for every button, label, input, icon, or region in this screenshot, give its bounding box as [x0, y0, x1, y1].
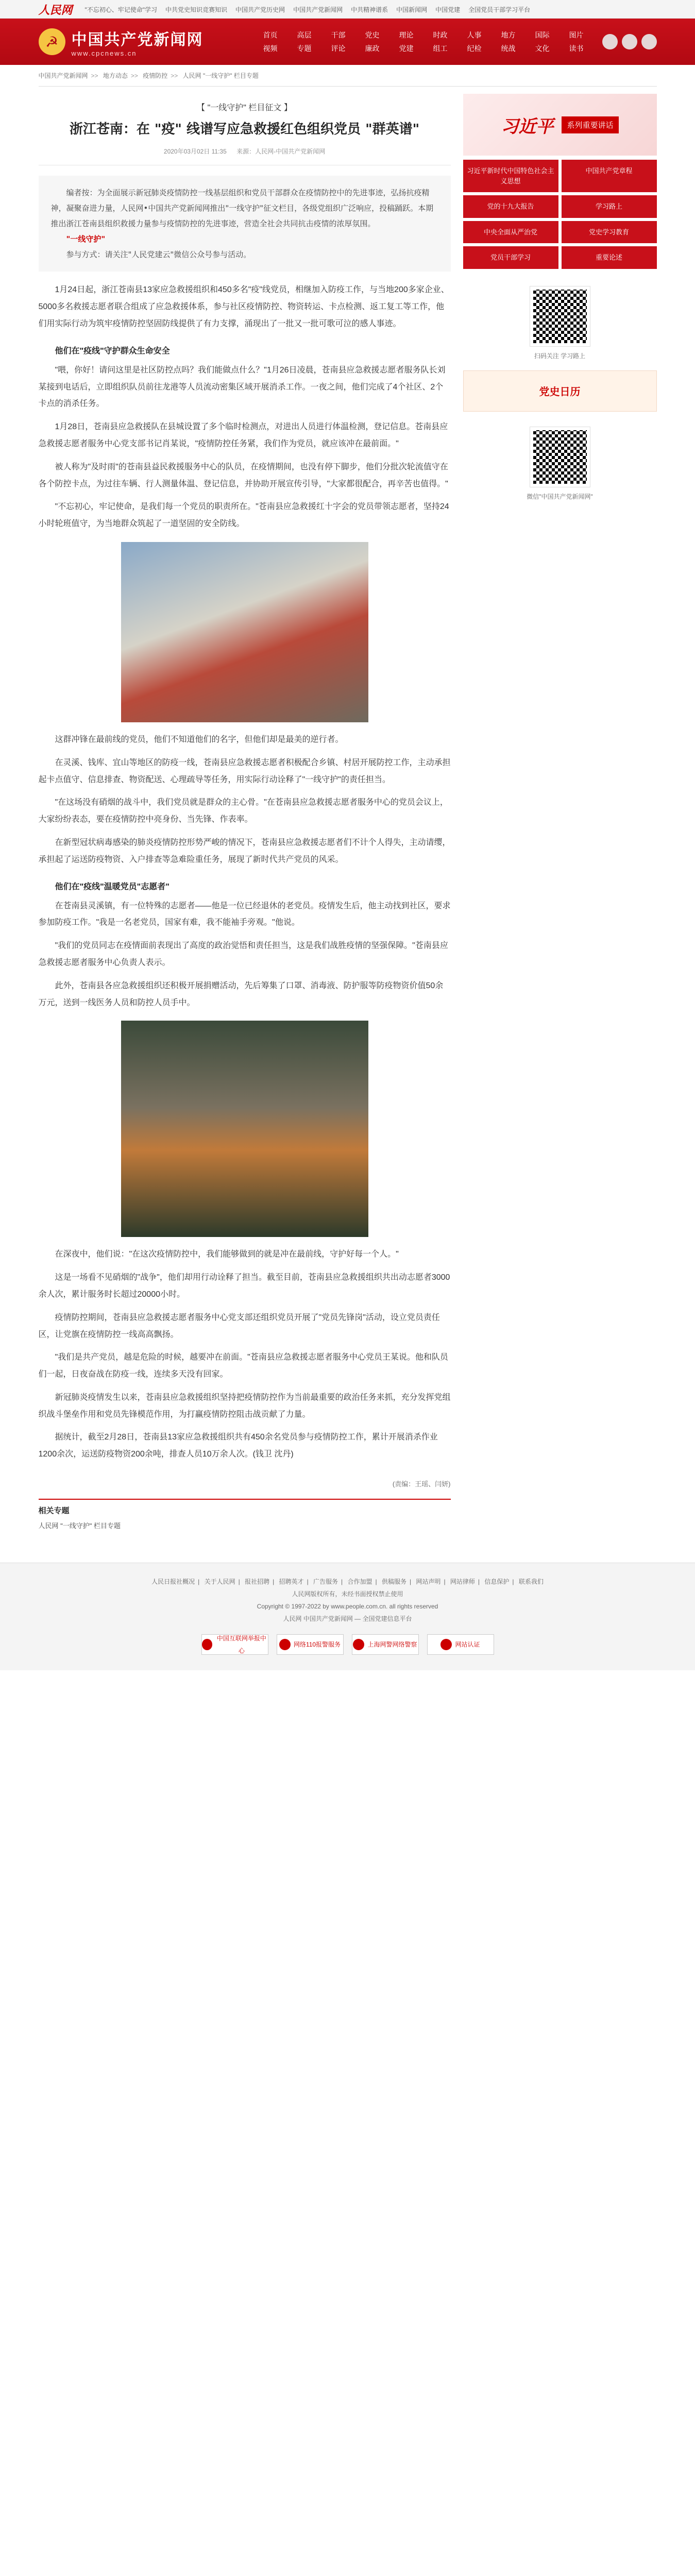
related-topics — [39, 1499, 451, 1532]
badge-label: 网络110报警服务 — [293, 1641, 341, 1649]
paragraph: 在苍南县灵溪镇，有一位特殊的志愿者——他是一位已经退休的老党员。疫情发生后，他主动找到社区，要求参加防疫工作。"我是一名老党员，国家有难，我不能袖手旁观。"他说。 — [38, 901, 451, 927]
editor-credit: (责编：王瑶、闫妍) — [392, 1480, 451, 1488]
column-tag: 【 "一线守护" 栏目征文 】 — [197, 104, 292, 112]
paragraph: 1月24日起，浙江苍南县13家应急救援组织和450多名"疫"线党员，相继加入防疫工作，与当地200多家企业、5000多名救援志愿者联合组成了应急救援体系，参与社区疫情防控、物资转运、卡点检测、返工复工等工作，他们用实际行动为筑牢疫情防控坚固防线提供了有力支撑，涌现出了一批又一批可歌可泣的感人事迹。 — [38, 285, 449, 328]
badge-label: 上海网警网络警察 — [367, 1641, 417, 1649]
sidebar-topic-grid — [463, 160, 657, 269]
topic-tile[interactable]: 党员干部学习 — [463, 246, 558, 269]
related-title: 相关专题 — [38, 1506, 70, 1516]
paragraph: "喂，你好！请问这里是社区防控点吗？我们能做点什么？"1月26日凌晨，苍南县应急救援志愿者服务队长刘某接到电话后，立即组织队员前往龙港等人员流动密集区域开展消杀工作。一夜之间，他们完成了4个社区、2个卡点的消杀任务。 — [38, 365, 446, 409]
badge-label: 网站认证 — [455, 1641, 480, 1649]
nav-item[interactable]: 统战 — [501, 44, 516, 53]
footer-link[interactable]: 供稿服务 — [381, 1578, 406, 1586]
footer-link[interactable]: 人民日报社概况 — [151, 1578, 195, 1586]
footer-tagline: 人民网 中国共产党新闻网 — 全国党建信息平台 — [283, 1615, 412, 1623]
site-url: www.cpcnews.cn — [71, 49, 137, 57]
paragraph: "在这场没有硝烟的战斗中，我们党员就是群众的主心骨。"在苍南县应急救援志愿者服务中心的党员会议上，大家纷纷表态，要在疫情防控中亮身份、当先锋、作表率。 — [38, 798, 448, 824]
footer-link[interactable]: 网站律师 — [450, 1578, 475, 1586]
paragraph: 疫情防控期间，苍南县应急救援志愿者服务中心党支部还组织党员开展了"党员先锋岗"活动，设立党员责任区，让党旗在疫情防控一线高高飘扬。 — [38, 1313, 440, 1339]
nav-item[interactable]: 视频 — [263, 44, 278, 53]
qr-caption: 微信"中国共产党新闻网" — [527, 493, 593, 500]
badge-label: 中国互联网举报中心 — [216, 1635, 266, 1655]
article-title: 浙江苍南：在 "疫" 线谱写应急救援红色组织党员 "群英谱" — [69, 122, 420, 137]
paragraph: 1月28日，苍南县应急救援队在县城设置了多个临时检测点，对进出人员进行体温检测，登记信息。苍南县应急救援志愿者服务中心党支部书记肖某说，"疫情防控任务紧，我们作为党员，就应该冲在最前面。" — [38, 422, 448, 448]
badge-icon — [202, 1639, 213, 1650]
footer-link[interactable]: 广告服务 — [313, 1578, 338, 1586]
footer — [0, 1563, 695, 1670]
badge[interactable] — [427, 1634, 494, 1655]
footer-link[interactable]: 关于人民网 — [204, 1578, 235, 1586]
footer-link[interactable]: 报社招聘 — [245, 1578, 270, 1586]
nav-item[interactable]: 高层 — [297, 31, 312, 39]
editor-note-tag: "一线守护" — [66, 234, 106, 244]
top-link[interactable]: 中国共产党新闻网 — [293, 6, 343, 13]
article-body — [39, 282, 451, 1463]
paragraph: "不忘初心，牢记使命，是我们每一个党员的职责所在。"苍南县应急救援红十字会的党员带领志愿者，坚持24小时轮班值守，为当地群众筑起了一道坚固的安全防线。 — [38, 502, 449, 529]
paragraph: "我们的党员同志在疫情面前表现出了高度的政治觉悟和责任担当，这是我们战胜疫情的坚强保障。"苍南县应急救援志愿者服务中心负责人表示。 — [38, 941, 448, 967]
editor-note-text: 编者按：为全面展示新冠肺炎疫情防控一线基层组织和党员干部群众在疫情防控中的先进事迹，弘扬抗疫精神，凝聚奋进力量，人民网•中国共产党新闻网推出"一线守护"征文栏目，各级党组织广泛响应，投稿踊跃。本期推出浙江苍南县组织救援力量参与疫情防控的先进事迹，营造全社会共同抗击疫情的浓厚氛围。 — [50, 188, 434, 229]
topic-tile[interactable]: 学习路上 — [562, 195, 657, 218]
brand[interactable] — [39, 27, 255, 57]
footer-link[interactable]: 合作加盟 — [347, 1578, 372, 1586]
top-links — [85, 5, 531, 14]
top-link[interactable]: 中共党史知识竞赛知识 — [165, 6, 228, 13]
site-header — [0, 19, 695, 65]
editor-note-participation: 参与方式：请关注"人民党建云"微信公众号参与活动。 — [66, 250, 251, 260]
app-icon[interactable] — [641, 34, 657, 49]
footer-link[interactable]: 信息保护 — [484, 1578, 510, 1586]
nav-item[interactable]: 组工 — [433, 44, 448, 53]
footer-link[interactable]: 招聘英才 — [279, 1578, 304, 1586]
topbar — [0, 0, 695, 19]
badge[interactable] — [277, 1634, 344, 1655]
top-link[interactable]: 中国党建 — [435, 6, 461, 13]
top-link[interactable]: 全国党员干部学习平台 — [468, 6, 531, 13]
xi-banner-sub: 系列重要讲话 — [562, 116, 618, 133]
wechat-icon[interactable] — [622, 34, 637, 49]
weibo-icon[interactable] — [602, 34, 618, 49]
article-meta — [39, 142, 451, 165]
footer-copyright-en: Copyright © 1997-2022 by www.people.com.cn. all rights reserved — [257, 1603, 438, 1611]
nav-item[interactable]: 党建 — [399, 44, 414, 53]
badge-icon — [440, 1639, 452, 1650]
footer-badges — [39, 1634, 657, 1655]
breadcrumb-item[interactable]: 疫情防控 — [143, 72, 168, 79]
qr-box-2 — [463, 417, 657, 506]
header-share — [602, 34, 657, 49]
nav-item[interactable]: 评论 — [331, 44, 346, 53]
nav-item[interactable]: 首页 — [263, 31, 278, 39]
paragraph: 这是一场看不见硝烟的"战争"，他们却用行动诠释了担当。截至目前，苍南县应急救援组织共出动志愿者3000余人次，累计服务时长超过20000小时。 — [38, 1273, 450, 1299]
nav-item[interactable]: 国际 — [535, 31, 550, 39]
article-source: 来源：人民网-中国共产党新闻网 — [236, 148, 326, 156]
breadcrumb-item[interactable]: 人民网 "一线守护" 栏目专题 — [182, 72, 259, 79]
nav-item[interactable]: 地方 — [501, 31, 516, 39]
article-main — [39, 94, 451, 1552]
top-link[interactable]: "不忘初心、牢记使命"学习 — [84, 6, 158, 13]
article-photo-volunteers — [121, 542, 368, 722]
top-link[interactable]: 中国共产党历史网 — [235, 6, 285, 13]
paragraph: 被人称为"及时雨"的苍南县益民救援服务中心的队员，在疫情期间，也没有停下脚步，他们分批次轮流值守在各个防控卡点，为过往车辆、行人测量体温、登记信息，并协助开展宣传引导，"大家都很配合，再辛苦也值得。" — [38, 462, 448, 488]
topic-tile[interactable]: 中国共产党章程 — [562, 160, 657, 192]
qr-caption: 扫码关注 学习路上 — [534, 352, 586, 360]
paragraph: "我们是共产党员，越是危险的时候，越要冲在前面。"苍南县应急救援志愿者服务中心党员王某说。他和队员们一起，日夜奋战在防疫一线，连续多天没有回家。 — [38, 1353, 448, 1379]
paragraph: 在新型冠状病毒感染的肺炎疫情防控形势严峻的情况下，苍南县应急救援志愿者们不计个人得失，主动请缨，承担起了运送防疫物资、入户排查等急难险重任务，展现了新时代共产党员的风采。 — [38, 838, 451, 864]
related-item[interactable]: 人民网 "一线守护" 栏目专题 — [38, 1522, 121, 1530]
badge-icon — [353, 1639, 364, 1650]
topic-tile[interactable]: 中央全面从严治党 — [463, 221, 558, 244]
paragraph: 此外，苍南县各应急救援组织还积极开展捐赠活动，先后筹集了口罩、消毒液、防护服等防疫物资价值50余万元，送到一线医务人员和防控人员手中。 — [38, 981, 444, 1007]
footer-link[interactable]: 网站声明 — [416, 1578, 441, 1586]
paragraph: 据统计，截至2月28日，苍南县13家应急救援组织共有450余名党员参与疫情防控工作，累计开展消杀作业1200余次，运送防疫物资200余吨，排查人员10万余人次。(钱卫 沈丹) — [38, 1433, 438, 1459]
nav-item[interactable]: 干部 — [331, 31, 346, 39]
badge[interactable] — [352, 1634, 419, 1655]
people-logo[interactable]: 人民网 — [38, 3, 73, 17]
editor-note — [39, 176, 451, 272]
footer-copyright: 人民网版权所有，未经书面授权禁止使用 — [292, 1590, 403, 1598]
section-heading: 他们在"疫线"守护群众生命安全 — [55, 346, 170, 355]
topic-tile[interactable]: 党的十九大报告 — [463, 195, 558, 218]
party-emblem-icon: ☭ — [39, 28, 65, 55]
breadcrumb-item[interactable]: 地方动态 — [103, 72, 128, 79]
breadcrumb-item[interactable]: 中国共产党新闻网 — [38, 72, 88, 79]
topic-tile[interactable]: 习近平新时代中国特色社会主义思想 — [463, 160, 558, 192]
sidebar — [463, 94, 657, 506]
main-nav — [255, 30, 592, 54]
nav-item[interactable]: 文化 — [535, 44, 550, 53]
xi-banner[interactable] — [463, 94, 657, 156]
topic-tile[interactable]: 党史学习教育 — [562, 221, 657, 244]
qr-code-icon — [530, 427, 590, 487]
photo-caption: 在深夜中，他们说："在这次疫情防控中，我们能够做到的就是冲在最前线，守护好每一个人。" — [55, 1250, 399, 1259]
nav-item[interactable]: 廉政 — [365, 44, 380, 53]
article-photo-responder — [121, 1021, 368, 1237]
xi-banner-title: 习近平 — [501, 116, 554, 137]
paragraph: 在灵溪、钱库、宜山等地区的防疫一线，苍南县应急救援志愿者积极配合乡镇、村居开展防控工作，主动承担起卡点值守、信息排查、物资配送、心理疏导等任务，用实际行动诠释了"一线守护"的责任担当。 — [38, 758, 451, 784]
nav-item[interactable]: 理论 — [399, 31, 414, 39]
breadcrumb: 中国共产党新闻网 >> 地方动态 >> 疫情防控 >> 人民网 "一线守护" 栏目专题 — [39, 65, 657, 87]
article-date: 2020年03月02日 11:35 — [163, 148, 227, 156]
party-history-calendar[interactable]: 党史日历 — [463, 370, 657, 412]
qr-code-icon — [530, 286, 590, 346]
site-name: 中国共产党新闻网 — [71, 30, 204, 49]
nav-item[interactable]: 纪检 — [467, 44, 482, 53]
qr-box-1 — [463, 276, 657, 365]
top-link[interactable]: 中国新闻网 — [396, 6, 428, 13]
badge-icon — [279, 1639, 291, 1650]
top-link[interactable]: 中共精神谱系 — [351, 6, 388, 13]
nav-item[interactable]: 图片 — [569, 31, 584, 39]
photo-caption: 这群冲锋在最前线的党员，他们不知道他们的名字，但他们却是最美的逆行者。 — [55, 735, 344, 744]
nav-item[interactable]: 人事 — [467, 31, 482, 39]
section-heading: 他们在"疫线"温暖党员"志愿者" — [55, 882, 169, 891]
nav-item[interactable]: 党史 — [365, 31, 380, 39]
footer-links: 人民日报社概况 | 关于人民网 | 报社招聘 | 招聘英才 | 广告服务 | 合作加盟 | 供稿服务 | 网站声明 | 网站律师 | 信息保护 | 联系我们 — [151, 1578, 544, 1586]
nav-item[interactable]: 专题 — [297, 44, 312, 53]
footer-link[interactable]: 联系我们 — [518, 1578, 544, 1586]
badge[interactable] — [201, 1634, 268, 1655]
topic-tile[interactable]: 重要论述 — [562, 246, 657, 269]
nav-item[interactable]: 读书 — [569, 44, 584, 53]
nav-item[interactable]: 时政 — [433, 31, 448, 39]
paragraph: 新冠肺炎疫情发生以来，苍南县应急救援组织坚持把疫情防控作为当前最重要的政治任务来抓，充分发挥党组织战斗堡垒作用和党员先锋模范作用，为打赢疫情防控阻击战贡献了力量。 — [38, 1393, 451, 1419]
